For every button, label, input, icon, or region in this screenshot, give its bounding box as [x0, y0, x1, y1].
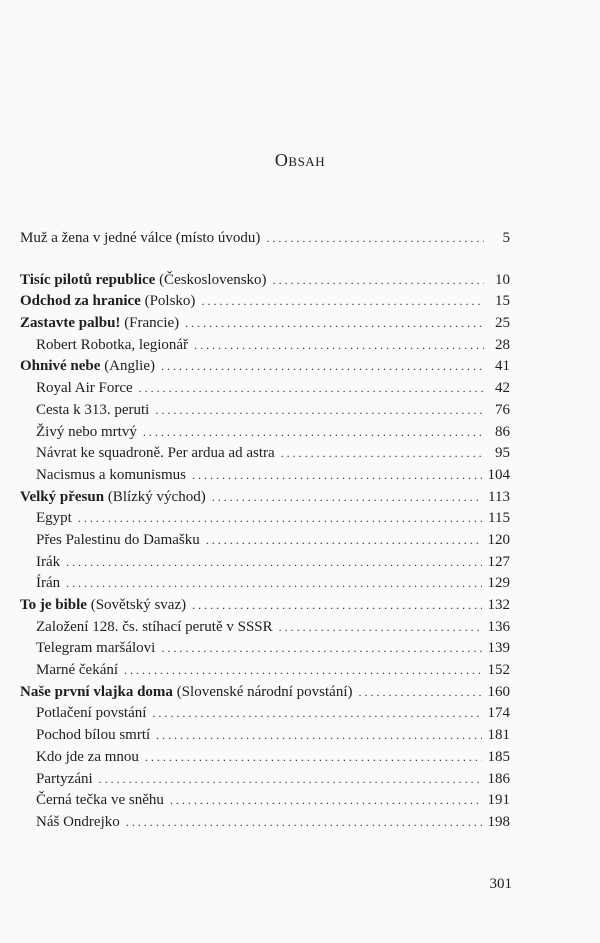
- toc-entry-page: 115: [488, 510, 510, 527]
- toc-entry-title: [36, 573, 60, 595]
- toc-entry: [20, 313, 510, 335]
- toc-entry-title: [36, 465, 186, 487]
- toc-entry: [20, 747, 510, 769]
- toc-entry: [20, 660, 510, 682]
- toc-entry-text: Černá tečka ve sněhu: [36, 792, 164, 809]
- toc-entry-page: 174: [487, 705, 510, 722]
- toc-entry: [20, 422, 510, 444]
- leader-dots: [201, 291, 484, 313]
- toc-entry: [20, 291, 510, 313]
- toc-entry-title: [36, 638, 155, 660]
- toc-entry-text: Robert Robotka, legionář: [36, 336, 189, 353]
- toc-entry-text: Irák: [36, 553, 61, 570]
- leader-dots: [124, 660, 481, 682]
- toc-entry-bold-text: To je bible: [20, 597, 87, 613]
- toc-entry-title: [36, 422, 137, 444]
- toc-entry-text: Marné čekání: [36, 662, 119, 679]
- toc-entry-page: 127: [487, 553, 510, 570]
- leader-dots: [78, 508, 482, 530]
- toc-entry-text: Egypt: [36, 510, 72, 527]
- toc-entry: [20, 356, 510, 378]
- toc-entry-page: 160: [487, 683, 510, 700]
- leader-dots: [281, 443, 484, 465]
- toc-spacer: [20, 250, 510, 270]
- toc-entry-title: [36, 335, 188, 357]
- toc-entry-page: 95: [495, 445, 510, 462]
- toc-entry-text: (Polsko): [140, 293, 196, 310]
- toc-entry-page: 15: [495, 293, 510, 310]
- toc-entry-text: (Československo): [155, 271, 267, 288]
- toc-entry-text: (Sovětský svaz): [86, 597, 187, 613]
- leader-dots: [266, 228, 484, 250]
- toc-entry-title: [20, 682, 353, 704]
- toc-entry-title: [20, 313, 179, 335]
- toc-entry-title: [36, 747, 139, 769]
- toc-entry-text: Royal Air Force: [36, 380, 133, 397]
- leader-dots: [66, 552, 481, 574]
- toc-entry: [20, 378, 510, 400]
- toc-entry-title: [36, 769, 93, 791]
- toc-entry-page: 186: [487, 770, 510, 787]
- toc-entry-page: 198: [487, 813, 510, 830]
- leader-dots: [155, 400, 484, 422]
- toc-entry-title: [36, 443, 275, 465]
- toc-entry-page: 25: [495, 315, 510, 332]
- toc-entry-page: 76: [495, 401, 510, 418]
- toc-entry: [20, 465, 510, 487]
- toc-entry-title: [36, 552, 60, 574]
- toc-entry: [20, 682, 510, 704]
- toc-entry-text: Náš Ondrejko: [36, 813, 120, 830]
- toc-entry-title: [36, 508, 72, 530]
- toc-entry-title: [20, 291, 195, 313]
- toc-entry-title: [36, 617, 273, 639]
- leader-dots: [152, 703, 481, 725]
- leader-dots: [192, 595, 481, 617]
- toc-entry-text: (Blízký východ): [104, 488, 206, 505]
- toc-entry-bold-text: Zastavte palbu!: [20, 315, 121, 332]
- toc-entry-text: Nacismus a komunismus: [36, 466, 186, 483]
- toc-entry-page: 181: [487, 727, 510, 744]
- leader-dots: [126, 812, 482, 834]
- leader-dots: [66, 573, 481, 595]
- toc-entry-intro: [20, 228, 510, 250]
- toc-entry-text: Írán: [36, 575, 61, 592]
- toc-entry-page: 136: [487, 618, 510, 635]
- toc-entry: [20, 530, 510, 552]
- leader-dots: [99, 769, 482, 791]
- leader-dots: [161, 638, 481, 660]
- toc-entry-page: 10: [495, 271, 510, 288]
- toc-entry: [20, 595, 510, 617]
- toc-entry-bold-text: Odchod za hranice: [20, 293, 141, 310]
- toc-entry-page: 86: [495, 423, 510, 440]
- page-title: Obsah: [274, 150, 326, 170]
- toc-entry-text: (Slovenské národní povstání): [172, 683, 353, 700]
- leader-dots: [192, 465, 482, 487]
- toc-entry-page: 41: [495, 358, 510, 375]
- toc-entry-title: [20, 487, 206, 509]
- toc-entry: [20, 769, 510, 791]
- toc-entry-title: [36, 812, 120, 834]
- toc-entry: [20, 703, 510, 725]
- leader-dots: [170, 790, 482, 812]
- toc-entry: [20, 335, 510, 357]
- toc-entry-text: Muž a žena v jedné válce (místo úvodu): [20, 230, 261, 246]
- toc-entry: [20, 400, 510, 422]
- toc-entry-title: [36, 725, 150, 747]
- toc-entry-text: Potlačení povstání: [36, 705, 147, 722]
- toc-entry: [20, 443, 510, 465]
- toc-entry: [20, 725, 510, 747]
- toc-entry-page: 129: [487, 575, 510, 592]
- toc-entry-page: 185: [487, 748, 510, 765]
- leader-dots: [156, 725, 481, 747]
- leader-dots: [273, 270, 484, 292]
- toc-entry-page: 104: [487, 466, 510, 483]
- table-of-contents: [20, 228, 510, 834]
- toc-entry-page: 113: [488, 488, 510, 505]
- toc-entry: [20, 790, 510, 812]
- toc-entry-bold-text: Ohnivé nebe: [20, 358, 101, 375]
- toc-entry: [20, 487, 510, 509]
- toc-entry-page: 42: [495, 380, 510, 397]
- toc-entry-title: [20, 595, 186, 617]
- toc-entry-title: [20, 356, 155, 378]
- toc-entry-page: 120: [487, 531, 510, 548]
- toc-entry: [20, 617, 510, 639]
- toc-entry-page: 132: [487, 597, 510, 613]
- toc-entry-text: (Anglie): [100, 358, 156, 375]
- toc-entry-text: Návrat ke squadroně. Per ardua ad astra: [36, 445, 275, 462]
- leader-dots: [161, 356, 484, 378]
- toc-entry-text: Založení 128. čs. stíhací perutě v SSSR: [36, 618, 273, 635]
- toc-entry: [20, 573, 510, 595]
- leader-dots: [143, 422, 484, 444]
- page-number: 301: [489, 876, 512, 892]
- toc-entry: [20, 552, 510, 574]
- leader-dots: [212, 487, 482, 509]
- toc-entry-page: 191: [487, 792, 510, 809]
- toc-entry-title: [20, 228, 260, 250]
- leader-dots: [145, 747, 482, 769]
- toc-entry: [20, 812, 510, 834]
- leader-dots: [206, 530, 482, 552]
- toc-entry-text: Cesta k 313. peruti: [36, 401, 150, 418]
- toc-entry: [20, 508, 510, 530]
- toc-entry-text: Pochod bílou smrtí: [36, 727, 151, 744]
- toc-entry: [20, 638, 510, 660]
- toc-entry-page: 5: [502, 230, 510, 246]
- toc-entry-title: [36, 660, 118, 682]
- toc-entry-title: [36, 790, 164, 812]
- toc-entry-title: [36, 703, 146, 725]
- toc-entry: [20, 270, 510, 292]
- toc-entry-page: 139: [487, 640, 510, 657]
- toc-entry-title: [36, 400, 149, 422]
- leader-dots: [185, 313, 484, 335]
- toc-entry-text: Kdo jde za mnou: [36, 748, 139, 765]
- leader-dots: [139, 378, 484, 400]
- toc-entry-page: 152: [487, 662, 510, 679]
- toc-entry-title: [36, 530, 200, 552]
- toc-entry-page: 28: [495, 336, 510, 353]
- toc-entry-text: Přes Palestinu do Damašku: [36, 531, 200, 548]
- toc-entry-bold-text: Naše první vlajka doma: [20, 683, 173, 700]
- toc-entry-text: Živý nebo mrtvý: [36, 423, 137, 440]
- toc-entry-text: Telegram maršálovi: [36, 640, 156, 657]
- toc-entry-text: Partyzáni: [36, 770, 93, 787]
- leader-dots: [279, 617, 482, 639]
- leader-dots: [359, 682, 482, 704]
- toc-entry-title: [20, 270, 267, 292]
- toc-entry-bold-text: Tisíc pilotů republice: [20, 271, 156, 288]
- leader-dots: [194, 335, 484, 357]
- toc-entry-text: (Francie): [120, 315, 180, 332]
- toc-entry-title: [36, 378, 133, 400]
- toc-entry-bold-text: Velký přesun: [20, 488, 105, 505]
